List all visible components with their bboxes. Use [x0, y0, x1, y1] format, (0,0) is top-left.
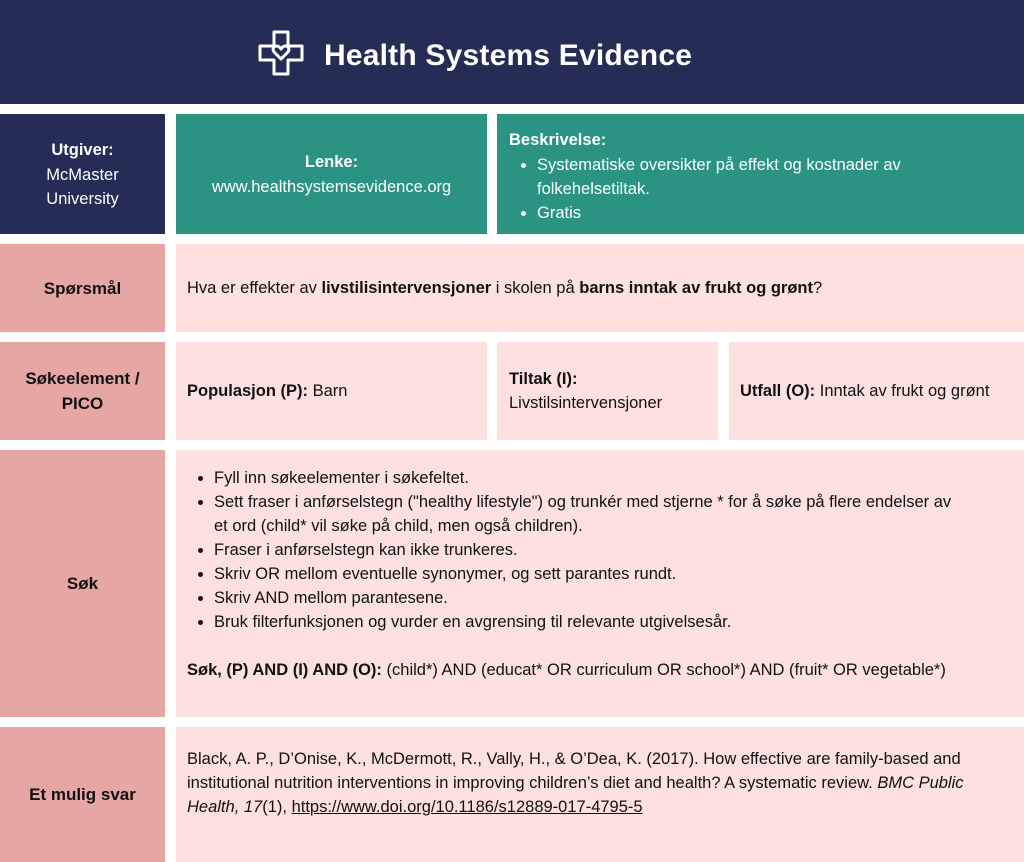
link-cell [176, 114, 487, 234]
intervention-label: Tiltak (I): [509, 370, 578, 388]
question-label: Spørsmål [43, 278, 122, 298]
population-value: Barn [308, 382, 348, 400]
search-query [187, 658, 964, 682]
question-bold-part: livstilisintervensjoner [321, 279, 492, 297]
search-tip: • Bruk filterfunksjonen og vurder en avgrensing til relevante utgivelsesår. [214, 610, 964, 634]
search-query-value: (child*) AND (educat* OR curriculum OR school*) AND (fruit* OR vegetable*) [381, 661, 946, 679]
population-cell [176, 342, 487, 440]
pico-label-cell [0, 342, 165, 440]
search-tip: • Sett fraser i anførselstegn ("healthy lifestyle") og trunkér med stjerne * for å søke på flere endelser av et ord (child* vil søke på child, men også children). [214, 490, 964, 538]
citation-journal: BMC Public Health, 17 [187, 774, 964, 816]
answer-label-cell [0, 727, 165, 862]
question-label-cell [0, 244, 165, 332]
intervention-value: Livstilsintervensjoner [509, 394, 663, 412]
citation-issue: (1), [262, 798, 292, 816]
population-text [187, 379, 487, 403]
publisher-value: McMaster University [46, 165, 119, 208]
pico-label: Søkeelement / PICO [25, 369, 140, 413]
population-label: Populasjon (P): [187, 382, 308, 400]
answer-cell [176, 727, 1024, 862]
publisher-cell [0, 114, 165, 234]
question-cell [176, 244, 1024, 332]
answer-label: Et mulig svar [29, 785, 136, 804]
question-text [187, 276, 1024, 300]
publisher-label: Utgiver: [51, 140, 114, 159]
medical-cross-heart-icon [256, 28, 306, 83]
search-tips-list [187, 466, 964, 634]
outcome-text [740, 379, 994, 403]
intervention-cell [497, 342, 718, 440]
doi-link[interactable]: https://www.doi.org/10.1186/s12889-017-4795-5 [291, 798, 643, 816]
question-text-part: ? [813, 279, 823, 297]
question-bold-part: barns inntak av frukt og grønt [579, 279, 814, 297]
header-banner [0, 0, 1024, 104]
search-query-label: Søk, (P) AND (I) AND (O): [187, 661, 382, 679]
page-title: Health Systems Evidence [324, 38, 693, 72]
search-tip: • Skriv AND mellom parantesene. [214, 586, 964, 610]
description-item: • Systematiske oversikter på effekt og kostnader av folkehelsetiltak. [537, 153, 1008, 201]
link-value[interactable]: www.healthsystemsevidence.org [211, 177, 452, 196]
search-cell [176, 450, 1024, 717]
search-label: Søk [66, 574, 99, 593]
description-label: Beskrivelse: [509, 131, 607, 149]
search-label-cell [0, 450, 165, 717]
outcome-label: Utfall (O): [740, 382, 816, 400]
outcome-cell [729, 342, 1024, 440]
question-text-part: i skolen på [491, 279, 580, 297]
description-item: • Gratis [537, 201, 1008, 225]
question-text-part: Hva er effekter av [187, 279, 322, 297]
outcome-value: Inntak av frukt og grønt [815, 382, 990, 400]
link-label: Lenke: [304, 152, 359, 171]
citation-text: Black, A. P., D’Onise, K., McDermott, R., Vally, H., & O’Dea, K. (2017). How effective are family-based and institutional nutrition interventions in improving children’s diet and health? A systematic review. [187, 750, 961, 792]
description-cell [497, 114, 1024, 234]
search-tip: • Fraser i anførselstegn kan ikke trunkeres. [214, 538, 964, 562]
search-tip: • Skriv OR mellom eventuelle synonymer, og sett parantes rundt. [214, 562, 964, 586]
description-list [509, 153, 1008, 225]
search-tip: • Fyll inn søkeelementer i søkefeltet. [214, 466, 964, 490]
